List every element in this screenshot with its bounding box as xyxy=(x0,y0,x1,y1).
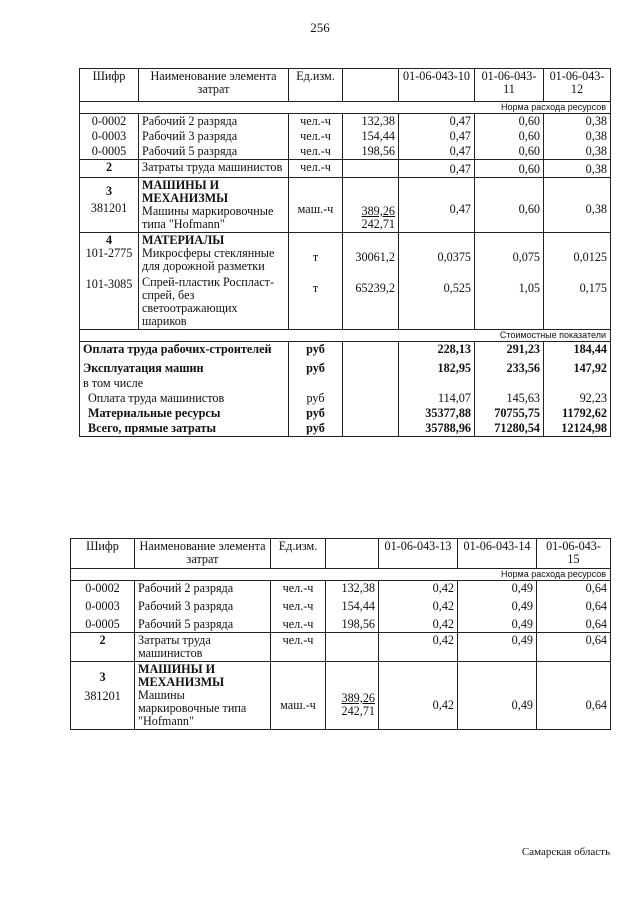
header-col-10: 01-06-043-10 xyxy=(399,69,475,102)
row-price: 65239,2 xyxy=(355,281,395,295)
row-unit: чел.-ч xyxy=(289,160,343,178)
header-price xyxy=(343,69,399,102)
row-code: 101-2775 xyxy=(85,246,133,260)
footer-region: Самарская область xyxy=(521,846,610,858)
header-price xyxy=(326,539,379,569)
row-name: Рабочий 2 разряда xyxy=(135,581,271,597)
cost-value: 70755,75 xyxy=(475,406,544,421)
row-value: 0,60 xyxy=(475,160,544,178)
row-value: 0,60 xyxy=(475,114,544,130)
row-value: 0,60 xyxy=(475,144,544,160)
norm-label-row xyxy=(71,569,611,581)
row-value: 0,47 xyxy=(399,114,475,130)
row-value: 0,42 xyxy=(379,633,458,662)
materials-price-cell xyxy=(343,233,399,330)
row-price: 154,44 xyxy=(343,129,399,144)
table-header-row xyxy=(80,69,611,102)
header-code: Шифр xyxy=(80,69,139,102)
header-unit: Ед.изм. xyxy=(289,69,343,102)
row-value: 1,05 xyxy=(518,281,540,295)
materials-name-cell xyxy=(139,233,289,330)
row-unit: т xyxy=(312,281,319,295)
row-name: Затраты труда машинистов xyxy=(135,633,271,662)
cost-value: 291,23 xyxy=(475,342,544,358)
cost-value: 114,07 xyxy=(399,391,475,406)
norm-label: Норма расхода ресурсов xyxy=(71,569,611,581)
row-value: 0,49 xyxy=(458,633,537,662)
cost-unit: руб xyxy=(289,391,343,406)
cost-value: 145,63 xyxy=(475,391,544,406)
row-price xyxy=(326,633,379,662)
row-name: Рабочий 2 разряда xyxy=(139,114,289,130)
machines-code-cell xyxy=(71,662,135,730)
empty-cell xyxy=(343,376,399,391)
section-code: 3 xyxy=(99,670,106,684)
cost-value: 147,92 xyxy=(544,357,611,376)
price-bottom: 242,71 xyxy=(341,704,375,718)
row-value: 0,42 xyxy=(379,581,458,597)
row-value: 0,64 xyxy=(537,633,611,662)
row-unit: маш.-ч xyxy=(289,178,343,233)
row-value: 0,0125 xyxy=(573,250,607,264)
header-code: Шифр xyxy=(71,539,135,569)
cost-name: Материальные ресурсы xyxy=(80,406,289,421)
table-row xyxy=(80,160,611,178)
cost-row xyxy=(80,406,611,421)
row-value: 0,49 xyxy=(458,662,537,730)
header-col-12: 01-06-043-12 xyxy=(544,69,611,102)
machines-code-cell xyxy=(80,178,139,233)
row-name: Машины маркировочные типа "Hofmann" xyxy=(142,204,274,231)
row-value: 0,64 xyxy=(537,662,611,730)
cost-value: 35788,96 xyxy=(399,421,475,437)
row-unit: чел.-ч xyxy=(271,633,326,662)
header-unit: Ед.изм. xyxy=(271,539,326,569)
cost-value: 228,13 xyxy=(399,342,475,358)
machines-price-cell xyxy=(343,178,399,233)
section-title: МАТЕРИАЛЫ xyxy=(142,233,225,247)
row-price: 198,56 xyxy=(343,144,399,160)
norm-label-row xyxy=(80,102,611,114)
row-code: 381201 xyxy=(90,201,128,215)
materials-value-cell xyxy=(475,233,544,330)
row-unit: чел.-ч xyxy=(289,129,343,144)
cost-name: Оплата труда машинистов xyxy=(80,391,289,406)
row-value: 0,42 xyxy=(379,614,458,633)
table-row xyxy=(80,144,611,160)
row-value: 0,38 xyxy=(544,178,611,233)
row-unit: чел.-ч xyxy=(289,144,343,160)
section-code: 4 xyxy=(105,233,113,247)
row-unit: маш.-ч xyxy=(271,662,326,730)
row-value: 0,64 xyxy=(537,596,611,614)
row-price: 154,44 xyxy=(326,596,379,614)
norms-table-2 xyxy=(70,538,611,730)
norms-table-1 xyxy=(79,68,611,437)
row-value: 0,47 xyxy=(399,160,475,178)
row-value: 0,49 xyxy=(458,596,537,614)
cost-row xyxy=(80,421,611,437)
cost-value xyxy=(544,376,611,391)
table-row xyxy=(71,633,611,662)
header-col-13: 01-06-043-13 xyxy=(379,539,458,569)
empty-cell xyxy=(343,406,399,421)
table-header-row xyxy=(71,539,611,569)
cost-name: Всего, прямые затраты xyxy=(80,421,289,437)
section-title: МАШИНЫ И МЕХАНИЗМЫ xyxy=(142,178,229,205)
row-code: 0-0002 xyxy=(71,581,135,597)
machines-section-row xyxy=(80,178,611,233)
row-value: 0,525 xyxy=(443,281,471,295)
row-price: 132,38 xyxy=(326,581,379,597)
cost-name: Эксплуатация машин xyxy=(80,357,289,376)
row-code: 0-0005 xyxy=(71,614,135,633)
cost-unit xyxy=(289,376,343,391)
table-row xyxy=(80,114,611,130)
cost-value xyxy=(399,376,475,391)
row-name: Машины маркировочные типа "Hofmann" xyxy=(138,688,247,728)
row-name: Рабочий 5 разряда xyxy=(139,144,289,160)
row-value: 0,42 xyxy=(379,662,458,730)
row-value: 0,47 xyxy=(399,144,475,160)
table-row xyxy=(71,581,611,597)
header-name: Наименование элемента затрат xyxy=(135,539,271,569)
header-col-15: 01-06-043-15 xyxy=(537,539,611,569)
row-price: 30061,2 xyxy=(355,250,395,264)
section-title: МАШИНЫ И МЕХАНИЗМЫ xyxy=(138,662,225,689)
cost-value: 71280,54 xyxy=(475,421,544,437)
cost-row xyxy=(80,376,611,391)
materials-value-cell xyxy=(399,233,475,330)
row-code: 0-0005 xyxy=(80,144,139,160)
row-value: 0,075 xyxy=(512,250,540,264)
cost-unit: руб xyxy=(289,342,343,358)
machines-name-cell xyxy=(139,178,289,233)
header-col-11: 01-06-043-11 xyxy=(475,69,544,102)
cost-name: Оплата труда рабочих-строителей xyxy=(80,342,289,358)
row-value: 0,64 xyxy=(537,614,611,633)
row-name: Спрей-пластик Роспласт-спрей, без светоотражающих шариков xyxy=(142,275,275,328)
cost-row xyxy=(80,391,611,406)
row-name: Рабочий 5 разряда xyxy=(135,614,271,633)
norm-label: Норма расхода ресурсов xyxy=(80,102,611,114)
materials-code-cell xyxy=(80,233,139,330)
row-unit: т xyxy=(312,250,319,264)
row-value: 0,38 xyxy=(544,129,611,144)
cost-value: 12124,98 xyxy=(544,421,611,437)
row-name: Рабочий 3 разряда xyxy=(135,596,271,614)
row-value: 0,38 xyxy=(544,160,611,178)
header-col-14: 01-06-043-14 xyxy=(458,539,537,569)
row-code: 101-3085 xyxy=(85,277,133,291)
row-code: 2 xyxy=(80,160,139,178)
row-name: Затраты труда машинистов xyxy=(139,160,289,178)
cost-label-row xyxy=(80,330,611,342)
materials-value-cell xyxy=(544,233,611,330)
row-unit: чел.-ч xyxy=(289,114,343,130)
page-number: 256 xyxy=(310,20,330,35)
empty-cell xyxy=(343,391,399,406)
empty-cell xyxy=(343,421,399,437)
row-value: 0,60 xyxy=(475,129,544,144)
row-value: 0,47 xyxy=(399,129,475,144)
table-row xyxy=(80,129,611,144)
cost-name: в том числе xyxy=(80,376,289,391)
row-name: Рабочий 3 разряда xyxy=(139,129,289,144)
materials-unit-cell xyxy=(289,233,343,330)
row-value: 0,0375 xyxy=(437,250,471,264)
cost-value: 11792,62 xyxy=(544,406,611,421)
cost-label: Стоимостные показатели xyxy=(80,330,611,342)
row-value: 0,49 xyxy=(458,581,537,597)
row-value: 0,49 xyxy=(458,614,537,633)
row-value: 0,175 xyxy=(579,281,607,295)
row-value: 0,47 xyxy=(399,178,475,233)
materials-section-row xyxy=(80,233,611,330)
row-price: 132,38 xyxy=(343,114,399,130)
row-code: 0-0003 xyxy=(71,596,135,614)
cost-unit: руб xyxy=(289,357,343,376)
cost-value: 92,23 xyxy=(544,391,611,406)
row-unit: чел.-ч xyxy=(271,614,326,633)
section-code: 3 xyxy=(105,184,113,198)
row-price xyxy=(343,160,399,178)
cost-value: 35377,88 xyxy=(399,406,475,421)
table-row xyxy=(71,596,611,614)
machines-name-cell xyxy=(135,662,271,730)
header-name: Наименование элемента затрат xyxy=(139,69,289,102)
row-code: 381201 xyxy=(84,689,121,703)
cost-value xyxy=(475,376,544,391)
cost-row xyxy=(80,357,611,376)
table-row xyxy=(71,614,611,633)
cost-unit: руб xyxy=(289,421,343,437)
row-unit: чел.-ч xyxy=(271,596,326,614)
row-code: 0-0003 xyxy=(80,129,139,144)
price-bottom: 242,71 xyxy=(361,217,395,231)
cost-row xyxy=(80,342,611,358)
cost-value: 233,56 xyxy=(475,357,544,376)
row-name: Микросферы стеклянные для дорожной разметки xyxy=(142,246,275,273)
cost-value: 182,95 xyxy=(399,357,475,376)
row-code: 0-0002 xyxy=(80,114,139,130)
row-value: 0,42 xyxy=(379,596,458,614)
cost-unit: руб xyxy=(289,406,343,421)
machines-price-cell xyxy=(326,662,379,730)
empty-cell xyxy=(343,357,399,376)
row-value: 0,38 xyxy=(544,114,611,130)
row-value: 0,38 xyxy=(544,144,611,160)
empty-cell xyxy=(343,342,399,358)
price-top: 389,26 xyxy=(361,204,395,218)
price-top: 389,26 xyxy=(341,691,375,705)
row-unit: чел.-ч xyxy=(271,581,326,597)
row-value: 0,64 xyxy=(537,581,611,597)
row-code: 2 xyxy=(71,633,135,662)
cost-value: 184,44 xyxy=(544,342,611,358)
machines-section-row xyxy=(71,662,611,730)
row-value: 0,60 xyxy=(475,178,544,233)
row-price: 198,56 xyxy=(326,614,379,633)
